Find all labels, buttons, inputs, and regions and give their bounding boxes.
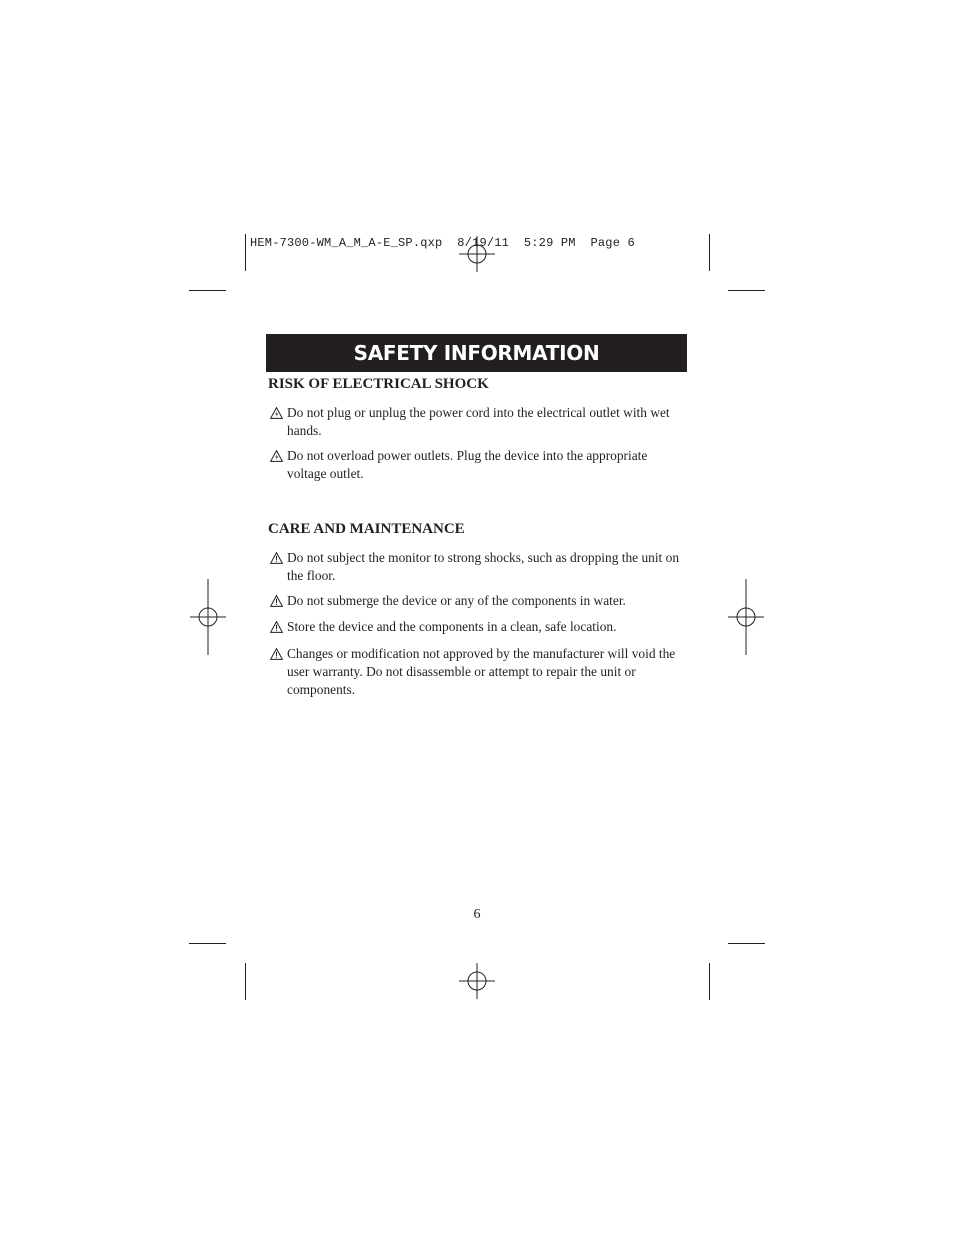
caution-icon [270,595,283,607]
list-item-text: Do not submerge the device or any of the components in water. [287,593,626,608]
registration-mark [190,579,226,655]
slug-date: 8/19/11 [457,236,510,250]
list-item [270,618,688,636]
list-item-text: Store the device and the components in a clean, safe location. [287,619,617,634]
crop-mark [728,943,765,944]
crop-mark [728,290,765,291]
list-item-text: Changes or modification not approved by the manufacturer will void the user warranty. Do not disassemble or attempt to repair the unit or components. [287,646,676,697]
section-heading-care-maintenance: CARE AND MAINTENANCE [268,521,465,537]
print-slug [250,236,635,250]
slug-page-label: Page 6 [590,236,635,250]
section-heading-electrical-shock: RISK OF ELECTRICAL SHOCK [268,376,489,392]
electrical-warning-icon [270,407,283,419]
caution-icon [270,621,283,633]
slug-time: 5:29 PM [523,236,576,250]
list-item [270,592,688,610]
list-item [270,549,688,585]
crop-mark [709,234,710,271]
crop-mark [189,943,226,944]
caution-icon [270,552,283,564]
registration-mark [459,236,495,272]
list-item-text: Do not plug or unplug the power cord into the electrical outlet with wet hands. [287,405,670,438]
list-item-text: Do not subject the monitor to strong shocks, such as dropping the unit on the floor. [287,550,680,583]
caution-icon [270,648,283,660]
page-number: 6 [473,907,481,922]
page-title: SAFETY INFORMATION [266,334,687,372]
slug-filename: HEM-7300-WM_A_M_A-E_SP.qxp [250,236,443,250]
list-item [270,404,688,440]
crop-mark [245,963,246,1000]
electrical-warning-icon [270,450,283,462]
crop-mark [189,290,226,291]
list-item [270,447,688,483]
crop-mark [245,234,246,271]
list-item-text: Do not overload power outlets. Plug the device into the appropriate voltage outlet. [287,448,648,481]
registration-mark [728,579,764,655]
crop-mark [709,963,710,1000]
list-item [270,645,688,699]
registration-mark [459,963,495,999]
